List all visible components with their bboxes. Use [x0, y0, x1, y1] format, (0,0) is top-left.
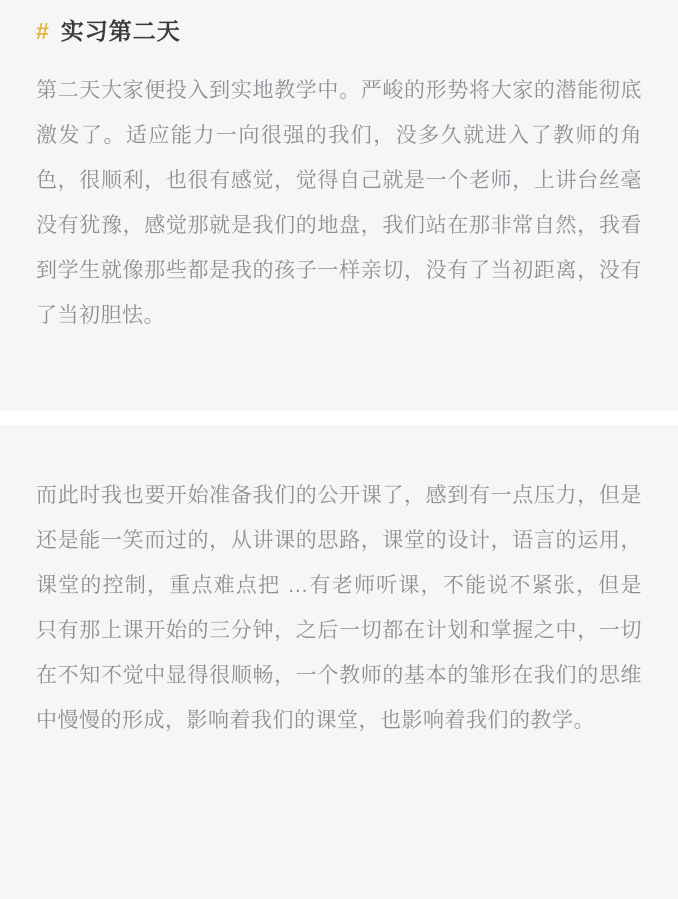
hash-icon: #	[36, 18, 49, 44]
section-divider	[0, 411, 678, 425]
section-open-class	[0, 425, 678, 899]
paragraph-open-class: 而此时我也要开始准备我们的公开课了，感到有一点压力，但是还是能一笑而过的，从讲课的思路，课堂的设计，语言的运用，课堂的控制，重点难点把 …有老师听课，不能说不紧张，但是只有那上课开始的三分钟，之后一切都在计划和掌握之中，一切在不知不觉中显得很顺畅，一个教师的基本的雏形在我们的思维中慢慢的形成，影响着我们的课堂，也影响着我们的教学。	[36, 484, 642, 732]
section-day-two	[0, 0, 678, 411]
heading-text: 实习第二天	[60, 18, 181, 44]
paragraph-day-two: 第二天大家便投入到实地教学中。严峻的形势将大家的潜能彻底激发了。适应能力一向很强的我们，没多久就进入了教师的角色，很顺利，也很有感觉，觉得自己就是一个老师，上讲台丝毫没有犹豫，感觉那就是我们的地盘，我们站在那非常自然，我看到学生就像那些都是我的孩子一样亲切，没有了当初距离，没有了当初胆怯。	[36, 78, 642, 327]
page-title	[36, 18, 642, 46]
